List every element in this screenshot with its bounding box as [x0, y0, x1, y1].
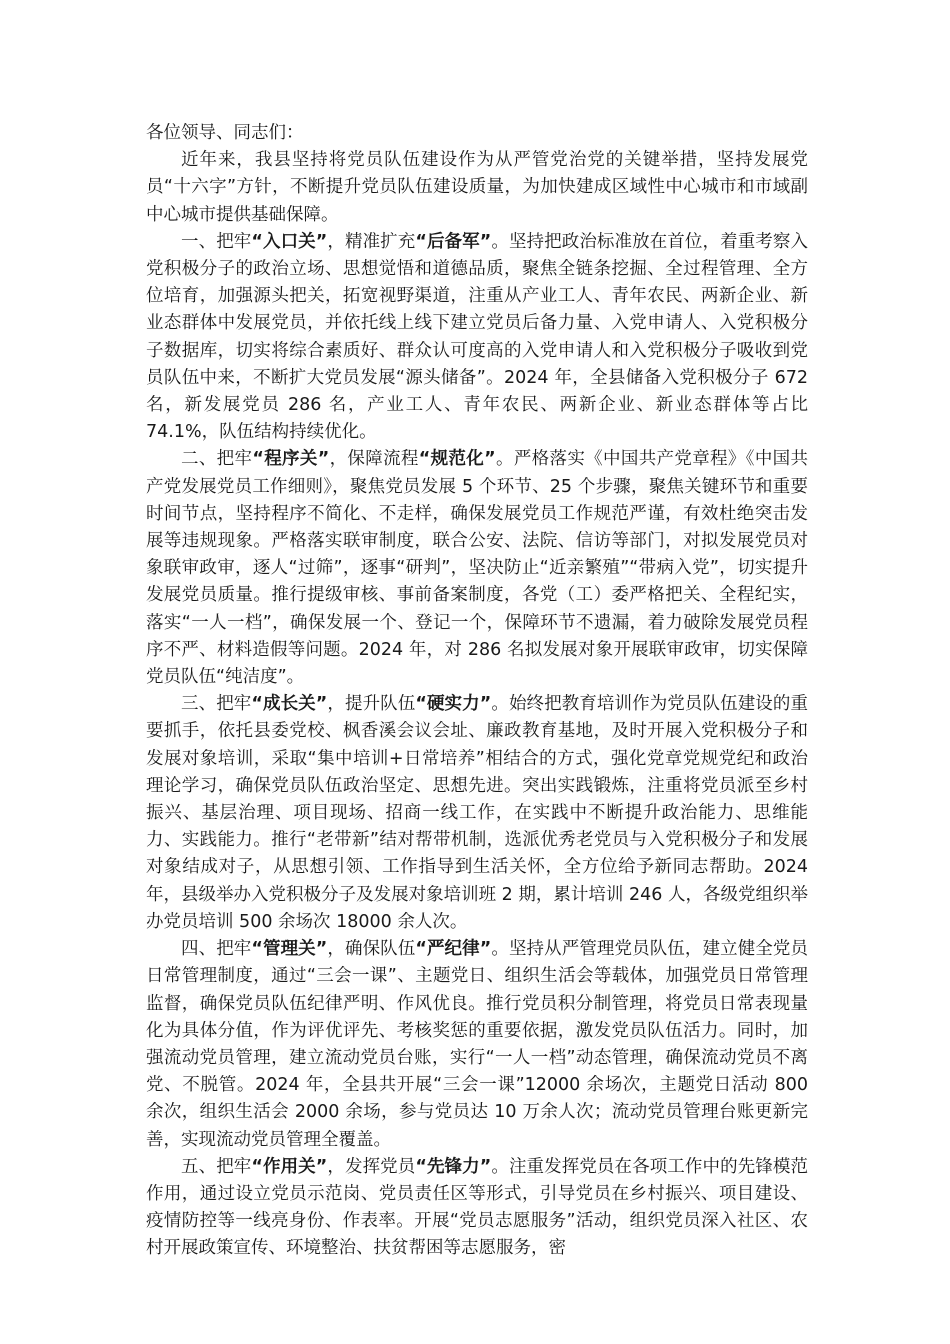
section-heading-mid: ，提升队伍 — [327, 694, 416, 715]
section-lead: 二、把牢 — [181, 449, 253, 470]
section-body: 。严格落实《中国共产党章程》《中国共产党发展党员工作细则》，聚焦党员发展 5 个环节、25 个步骤，聚焦关键环节和重要时间节点，坚持程序不简化、不走样，确保发展党员工作规范严谨，有效杜绝突击发展等违规现象。严格落实联审制度，联合公安、法院、信访等部门，对拟发展党员对象联审政审，逐人“过筛”，逐事“研判”，坚决防止“近亲繁殖”“带病入党”，切实提升发展党员质量。推行提级审核、事前备案制度，各党（工）委严格把关、全程纪实，落实“一人一档”，确保发展一个、登记一个，保障环节不遗漏，着力破除发展党员程序不严、材料造假等问题。2024 年，对 286 名拟发展对象开展联审政审，切实保障党员队伍“纯洁度”。 — [146, 449, 809, 688]
section-paragraph-1 — [146, 229, 808, 447]
section-heading-key: “作用关” — [251, 1156, 328, 1177]
salutation: 各位领导、同志们： — [146, 123, 304, 143]
section-paragraph-4 — [146, 936, 808, 1154]
document-page — [146, 120, 808, 1263]
section-body: 。坚持从严管理党员队伍，建立健全党员日常管理制度，通过“三会一课”、主题党日、组织生活会等载体，加强党员日常管理监督，确保党员队伍纪律严明、作风优良。推行党员积分制管理，将党员日常表现量化为具体分值，作为评优评先、考核奖惩的重要依据，激发党员队伍活力。同时，加强流动党员管理，建立流动党员台账，实行“一人一档”动态管理，确保流动党员不离党、不脱管。2024 年，全县共开展“三会一课”12000 余场次，主题党日活动 800 余次，组织生活会 2000 余场，参与党员达 10 万余人次；流动党员管理台账更新完善，实现流动党员管理全覆盖。 — [146, 939, 808, 1150]
section-paragraph-3 — [146, 691, 808, 936]
section-heading-mid: ，保障流程 — [329, 449, 419, 470]
section-lead: 四、把牢 — [181, 939, 252, 960]
section-body: 。始终把教育培训作为党员队伍建设的重要抓手，依托县委党校、枫香溪会议会址、廉政教育基地，及时开展入党积极分子和发展对象培训，采取“集中培训+日常培养”相结合的方式，强化党章党规党纪和政治理论学习，确保党员队伍政治坚定、思想先进。突出实践锻炼，注重将党员派至乡村振兴、基层治理、项目现场、招商一线工作，在实践中不断提升政治能力、思维能力、实践能力。推行“老带新”结对帮带机制，选派优秀老党员与入党积极分子和发展对象结成对子，从思想引领、工作指导到生活关怀，全方位给予新同志帮助。2024 年，县级举办入党积极分子及发展对象培训班 2 期，累计培训 246 人，各级党组织举办党员培训 500 余场次 18000 余人次。 — [146, 694, 808, 932]
section-heading-key: “管理关” — [251, 939, 328, 960]
section-heading-goal: “硬实力” — [415, 694, 492, 715]
section-heading-key: “成长关” — [251, 694, 328, 715]
section-body: 。坚持把政治标准放在首位，着重考察入党积极分子的政治立场、思想觉悟和道德品质，聚焦全链条挖掘、全过程管理、全方位培育，加强源头把关，拓宽视野渠道，注重从产业工人、青年农民、两新企业、新业态群体中发展党员，并依托线上线下建立党员后备力量、入党申请人、入党积极分子数据库，切实将综合素质好、群众认可度高的入党申请人和入党积极分子吸收到党员队伍中来，不断扩大党员发展“源头储备”。2024 年，全县储备入党积极分子 672 名，新发展党员 286 名，产业工人、青年农民、两新企业、新业态群体等占比 74.1%，队伍结构持续优化。 — [146, 231, 808, 443]
section-heading-mid: ，确保队伍 — [327, 939, 416, 960]
section-heading-goal: “规范化” — [418, 449, 496, 470]
section-heading-goal: “先锋力” — [415, 1156, 492, 1177]
section-heading-key: “程序关” — [252, 449, 330, 470]
section-heading-goal: “严纪律” — [415, 939, 492, 960]
section-heading-key: “入口关” — [251, 231, 328, 252]
section-heading-mid: ，精准扩充 — [327, 231, 416, 252]
section-lead: 五、把牢 — [181, 1156, 252, 1177]
section-heading-goal: “后备军” — [415, 231, 492, 252]
section-body: 。注重发挥党员在各项工作中的先锋模范作用，通过设立党员示范岗、党员责任区等形式，引导党员在乡村振兴、项目建设、疫情防控等一线亮身份、作表率。开展“党员志愿服务”活动，组织党员深入社区、农村开展政策宣传、环境整治、扶贫帮困等志愿服务，密 — [146, 1156, 808, 1259]
section-paragraph-2 — [146, 446, 808, 691]
section-lead: 三、把牢 — [181, 694, 252, 715]
section-paragraph-5 — [146, 1154, 808, 1263]
section-lead: 一、把牢 — [181, 231, 252, 252]
section-heading-mid: ，发挥党员 — [327, 1156, 416, 1177]
intro-paragraph: 近年来，我县坚持将党员队伍建设作为从严管党治党的关键举措，坚持发展党员“十六字”方针，不断提升党员队伍建设质量，为加快建成区域性中心城市和市域副中心城市提供基础保障。 — [146, 150, 808, 225]
